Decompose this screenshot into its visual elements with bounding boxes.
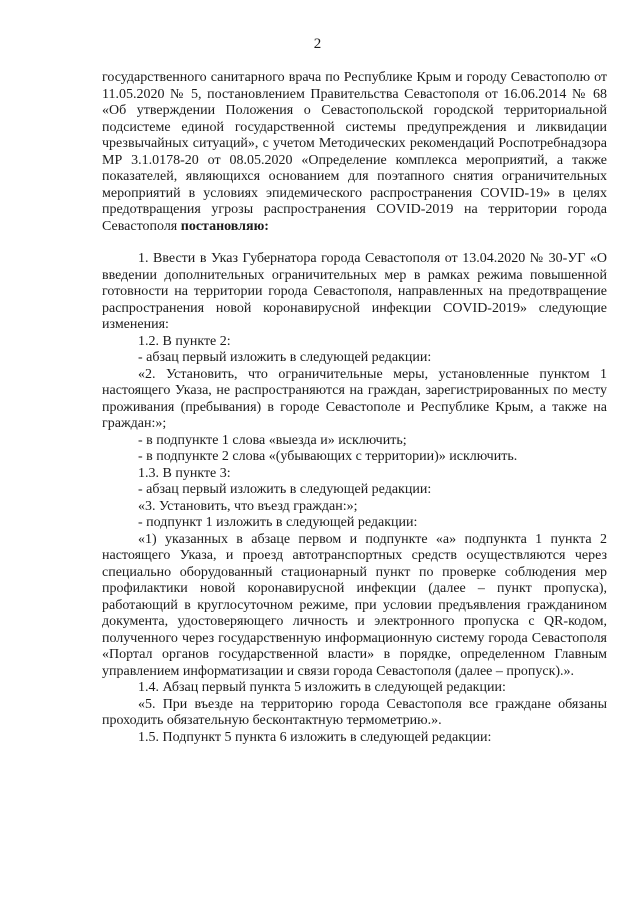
paragraph-subitem: - в подпункте 2 слова «(убывающих с территории)» исключить. xyxy=(138,449,518,464)
page-number: 2 xyxy=(313,36,322,52)
paragraph-item-1-3: 1.3. В пункте 3: xyxy=(138,465,231,481)
paragraph-quote: «2. Установить, что ограничительные меры, установленные пунктом 1 настоящего Указа, не распространяются на граждан, зарегистрированных по месту проживания (пребывания) в городе Севастополе и Республике Крым, а также на граждан:»; xyxy=(102,366,607,431)
paragraph-subitem: - подпункт 1 изложить в следующей редакции: xyxy=(138,515,418,530)
paragraph-subitem: - абзац первый изложить в следующей редакции: xyxy=(138,482,432,497)
paragraph-item-1-5: 1.5. Подпункт 5 пункта 6 изложить в следующей редакции: xyxy=(138,729,492,745)
document-body xyxy=(102,70,607,746)
paragraph-quote: «5. При въезде на территорию города Севастополя все граждане обязаны проходить обязательную бесконтактную термометрию.». xyxy=(102,696,607,728)
preamble-paragraph xyxy=(102,70,607,235)
paragraph-subitem: - абзац первый изложить в следующей редакции: xyxy=(138,350,432,365)
paragraph-item-1-4: 1.4. Абзац первый пункта 5 изложить в следующей редакции: xyxy=(138,680,506,695)
paragraph-item-1: 1. Ввести в Указ Губернатора города Севастополя от 13.04.2020 № 30-УГ «О введении дополнительных ограничительных мер в рамках режима повышенной готовности на территории города Севастополя, направленных на предотвращение распространения новой коронавирусной инфекции COVID-2019» следующие изменения: xyxy=(102,251,607,332)
paragraph-gap xyxy=(102,235,607,251)
preamble-text: государственного санитарного врача по Республике Крым и городу Севастополю от 11.05.2020 № 5, постановлением Правительства Севастополя от 16.06.2014 № 68 «Об утверждении Положения о Севастопольской городской территориальной подсистеме единой государственной системы предупреждения и ликвидации чрезвычайных ситуаций», с учетом Методических рекомендаций Роспотребнадзора МР 3.1.0178-20 от 08.05.2020 «Определение комплекса мероприятий, а также показателей, являющихся основанием для поэтапного снятия ограничительных мероприятий в условиях эпидемического распространения COVID-19» в целях предотвращения угрозы распространения COVID-2019 на территории города Севастополя xyxy=(102,70,607,234)
paragraph-item-1-2: 1.2. В пункте 2: xyxy=(138,333,231,349)
paragraph-subitem: - в подпункте 1 слова «выезда и» исключить; xyxy=(138,432,407,448)
paragraph-quote: «3. Установить, что въезд граждан:»; xyxy=(138,498,358,514)
preamble-bold-word: постановляю: xyxy=(180,218,269,234)
paragraph-quote: «1) указанных в абзаце первом и подпункте «а» подпункта 1 пункта 2 настоящего Указа, и проезд автотранспортных средств осуществляются через специально оборудованный стационарный пункт по проверке соблюдения мер профилактики новой коронавирусной инфекции (далее – пункт пропуска), работающий в круглосуточном режиме, при условии предъявления гражданином документа, удостоверяющего личность и электронного пропуска с QR-кодом, полученного через государственную информационную систему города Севастополя «Портал органов государственной власти» в порядке, определенном Главным управлением информатизации и связи города Севастополя (далее – пропуск).». xyxy=(102,531,607,679)
